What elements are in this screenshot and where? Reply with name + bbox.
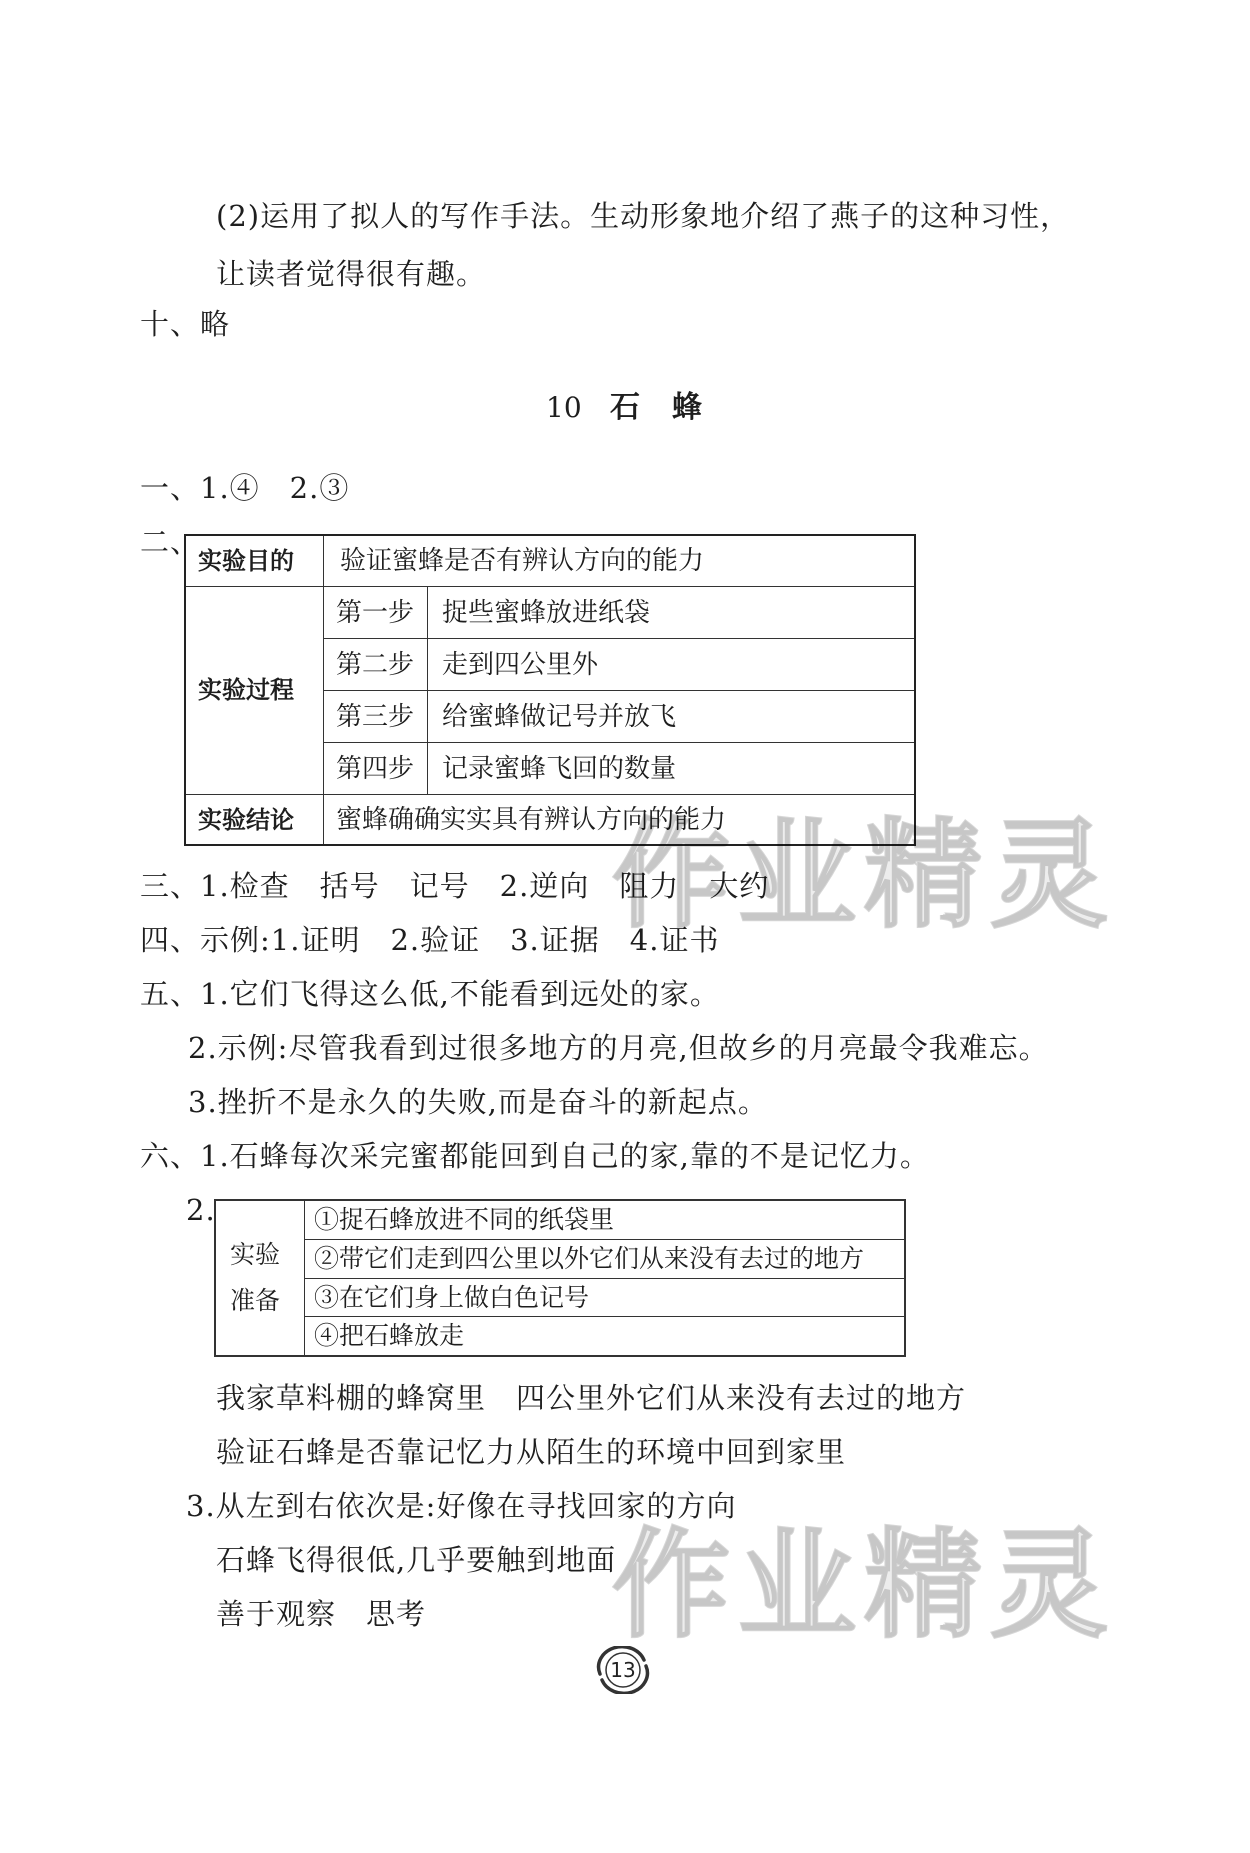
lesson-number: 10 [546, 391, 582, 424]
answer-q6-3-line1: 3.从左到右依次是:好像在寻找回家的方向 [186, 1489, 737, 1523]
answer-q5-3: 3.挫折不是永久的失败,而是奋斗的新起点。 [188, 1085, 768, 1119]
purpose-value: 验证蜜蜂是否有辨认方向的能力 [340, 546, 705, 576]
prep-item: ①捉石蜂放进不同的纸袋里 [314, 1205, 615, 1234]
preparation-table [214, 1199, 906, 1357]
answer-q6-3-line3: 善于观察 思考 [216, 1597, 427, 1631]
step-label: 第三步 [336, 702, 415, 732]
answer-q6-2-line2: 验证石蜂是否靠记忆力从陌生的环境中回到家里 [216, 1435, 847, 1469]
lesson-title: 石蜂 [610, 390, 734, 425]
conclusion-label: 实验结论 [198, 806, 294, 834]
step-text: 走到四公里外 [442, 650, 599, 680]
step-label: 第二步 [336, 650, 415, 680]
page-number-badge [592, 1646, 654, 1694]
section-ten: 十、略 [140, 307, 231, 341]
answer-line: 让读者觉得很有趣。 [216, 257, 487, 291]
process-label: 实验过程 [198, 676, 294, 704]
answer-q6-3-line2: 石蜂飞得很低,几乎要触到地面 [216, 1543, 617, 1577]
answer-q6-2-label: 2. [186, 1193, 216, 1227]
answer-q6-2-line1: 我家草料棚的蜂窝里 四公里外它们从来没有去过的地方 [216, 1381, 967, 1415]
step-text: 捉些蜜蜂放进纸袋 [442, 598, 651, 628]
answer-q6-1: 六、1.石蜂每次采完蜜都能回到自己的家,靠的不是记忆力。 [140, 1139, 930, 1173]
prep-item: ③在它们身上做白色记号 [314, 1283, 590, 1312]
prep-label-line1: 实验 [230, 1240, 281, 1269]
answer-q2-label: 二、 [140, 525, 201, 559]
step-text: 给蜜蜂做记号并放飞 [442, 702, 677, 732]
watermark: 作业精灵 [612, 806, 1117, 944]
conclusion-value: 蜜蜂确确实实具有辨认方向的能力 [336, 805, 727, 835]
purpose-label: 实验目的 [198, 547, 294, 575]
answer-q5-1: 五、1.它们飞得这么低,不能看到远处的家。 [140, 977, 720, 1011]
step-text: 记录蜜蜂飞回的数量 [442, 754, 677, 784]
answer-line: (2)运用了拟人的写作手法。生动形象地介绍了燕子的这种习性， [216, 199, 1071, 233]
prep-label-line2: 准备 [230, 1286, 281, 1315]
step-label: 第四步 [336, 754, 415, 784]
answer-q3: 三、1.检查 括号 记号 2.逆向 阻力 大约 [140, 869, 770, 903]
experiment-table [184, 534, 916, 846]
prep-item: ④把石蜂放走 [314, 1321, 465, 1350]
prep-item: ②带它们走到四公里以外它们从来没有去过的地方 [314, 1244, 865, 1273]
answer-q5-2: 2.示例:尽管我看到过很多地方的月亮,但故乡的月亮最令我难忘。 [188, 1031, 1049, 1065]
step-label: 第一步 [336, 598, 415, 628]
answer-q4: 四、示例:1.证明 2.验证 3.证据 4.证书 [140, 923, 720, 957]
watermark: 作业精灵 [612, 1516, 1117, 1654]
answer-q1: 一、1.④ 2.③ [140, 471, 350, 505]
page-number: 13 [610, 1658, 636, 1682]
